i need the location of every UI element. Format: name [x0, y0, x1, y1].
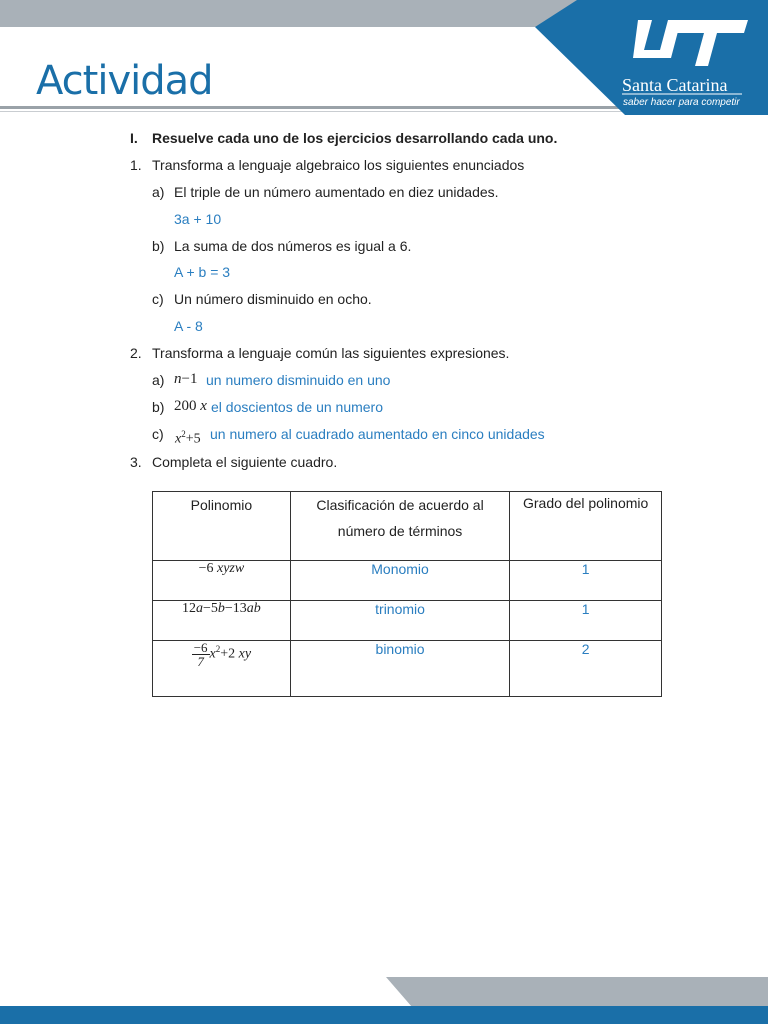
ex3-number: 3. [130, 454, 142, 470]
ex1-item-a-label: a) [152, 184, 165, 200]
grado-cell: 1 [510, 561, 662, 601]
ex2-item-a-label: a) [152, 372, 165, 388]
footer-blue-band [0, 1006, 768, 1024]
header-grado: Grado del polinomio [510, 492, 662, 561]
logo-tagline: saber hacer para competir [623, 97, 740, 108]
table-header-row [153, 492, 662, 561]
clasificacion-cell: trinomio [290, 601, 510, 641]
ex1-item-c-label: c) [152, 291, 164, 307]
ex1-item-c-text: Un número disminuido en ocho. [174, 291, 372, 307]
ex2-item-a-expression: n−1 [174, 371, 198, 387]
header-clasificacion: Clasificación de acuerdo al número de términos [290, 492, 510, 561]
ex2-item-c-expression: $x^2+5$ [175, 429, 201, 447]
clasificacion-cell: Monomio [290, 561, 510, 601]
header-polinomio: Polinomio [153, 492, 291, 561]
ex2-text: Transforma a lenguaje común las siguientes expresiones. [152, 345, 510, 361]
grado-cell: 1 [510, 601, 662, 641]
ex1-item-b-text: La suma de dos números es igual a 6. [174, 238, 412, 254]
ex2-item-c-answer: un numero al cuadrado aumentado en cinco unidades [210, 426, 545, 442]
table-row [153, 561, 662, 601]
ex1-item-b-answer: A + b = 3 [174, 264, 231, 280]
clasificacion-cell: binomio [290, 641, 510, 697]
section-numeral: I. [130, 130, 138, 146]
polynomial-cell: −6 xyzw [153, 561, 291, 601]
section-heading: Resuelve cada uno de los ejercicios desarrollando cada uno. [152, 130, 558, 146]
grado-cell: 2 [510, 641, 662, 697]
ex1-item-a-text: El triple de un número aumentado en diez unidades. [174, 184, 499, 200]
ex2-item-b-expression: 200 x [174, 398, 207, 414]
table-row [153, 601, 662, 641]
ex1-item-c-answer: A - 8 [174, 318, 203, 334]
ex1-item-b-label: b) [152, 238, 165, 254]
ex2-item-a-answer: un numero disminuido en uno [206, 372, 391, 388]
ex1-item-a-answer: 3a + 10 [174, 211, 222, 227]
polynomial-table [152, 491, 662, 697]
ex2-number: 2. [130, 345, 142, 361]
ex2-item-b-answer: el doscientos de un numero [211, 399, 383, 415]
table-row [153, 641, 662, 697]
ex2-item-c-label: c) [152, 426, 164, 442]
polynomial-cell: $\frac{-6}{7}$ $x^2+2$ xy [153, 641, 291, 697]
ex3-text: Completa el siguiente cuadro. [152, 454, 338, 470]
footer-gray-band [386, 977, 768, 1007]
logo-name: Santa Catarina [622, 75, 728, 95]
ex1-text: Transforma a lenguaje algebraico los siguientes enunciados [152, 157, 525, 173]
fraction: $\frac{-6}{7}$ [193, 640, 208, 669]
ex1-number: 1. [130, 157, 142, 173]
ex2-item-b-label: b) [152, 399, 165, 415]
polynomial-cell: 12a−5b−13ab [153, 601, 291, 641]
page-title: Actividad [36, 58, 213, 104]
